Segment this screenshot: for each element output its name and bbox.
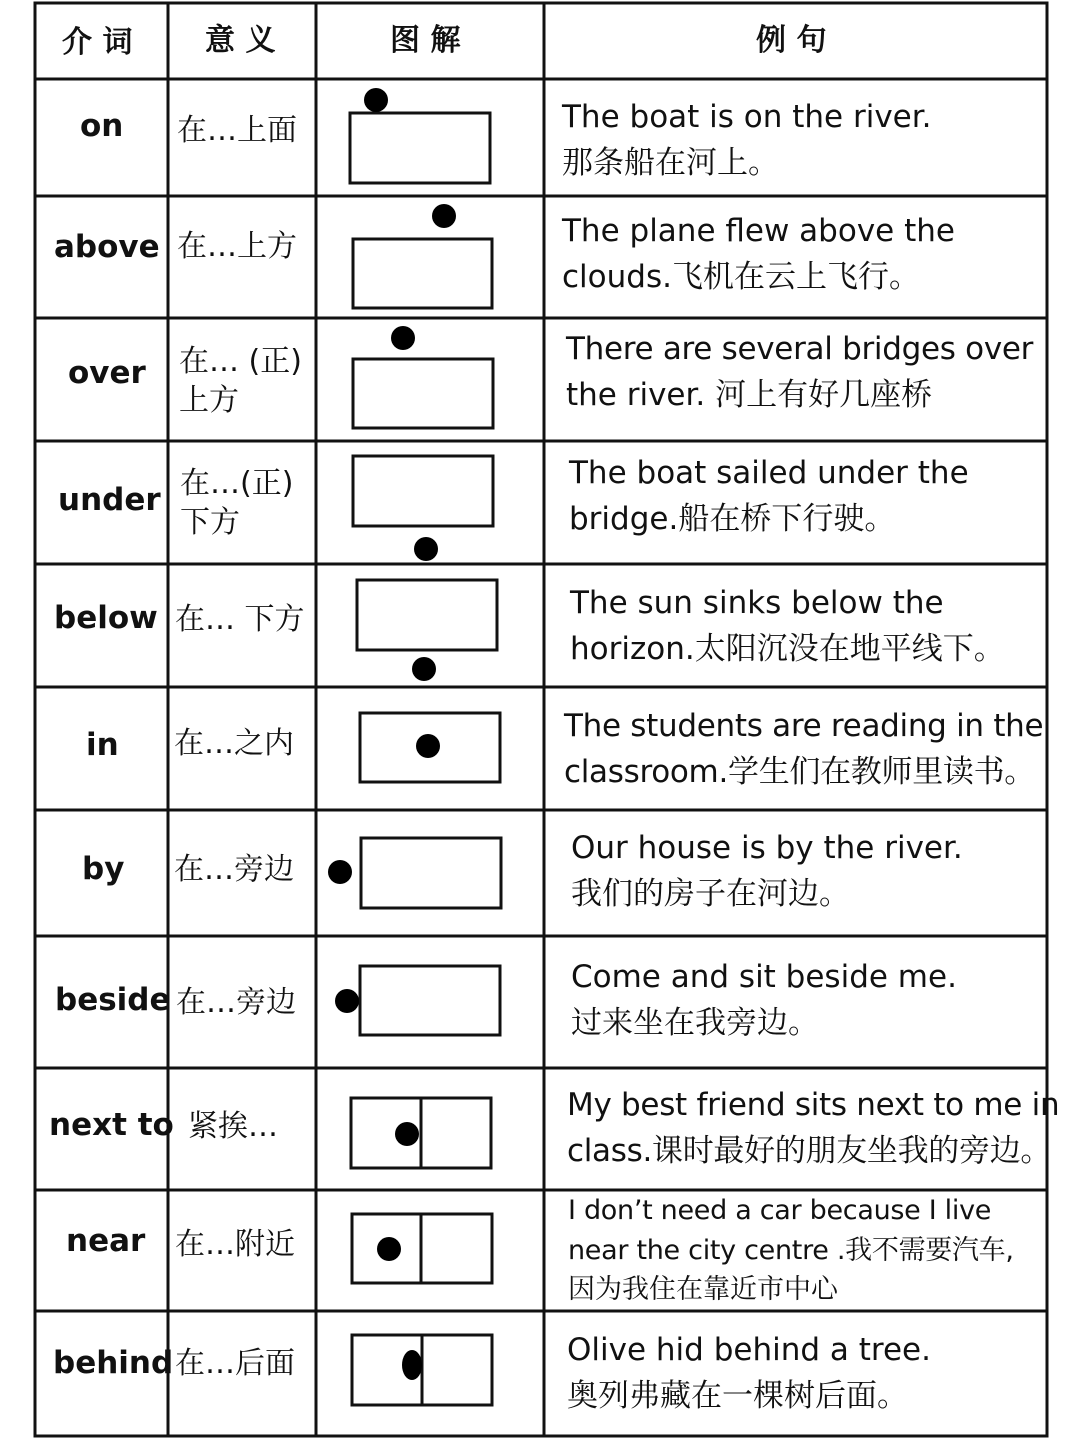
example-over-zh: the river. 河上有好几座桥 [566, 377, 933, 413]
diagram-dot-on [364, 88, 388, 112]
preposition-beside: beside [55, 982, 171, 1018]
diagram-box-by [361, 838, 501, 908]
diagram-box-below [357, 580, 497, 650]
header-example: 例 句 [756, 23, 827, 58]
diagram-dot-under [414, 537, 438, 561]
example-near-zh: 因为我住在靠近市中心 [568, 1274, 838, 1305]
meaning-below: 在… 下方 [175, 602, 305, 637]
example-below-en: The sun sinks below the [570, 585, 944, 621]
preposition-above: above [54, 229, 160, 265]
preposition-near: near [66, 1223, 146, 1259]
meaning-under-line2: 下方 [180, 505, 240, 540]
meaning-over-line2: 上方 [179, 383, 239, 418]
preposition-over: over [68, 355, 146, 391]
meaning-on: 在…上面 [177, 113, 297, 148]
header-meaning: 意 义 [205, 23, 276, 58]
diagram-dot-near [377, 1237, 401, 1261]
diagram-dot-next-to [395, 1122, 419, 1146]
preposition-on: on [80, 108, 124, 144]
diagram-dot-behind [402, 1350, 422, 1380]
meaning-behind: 在…后面 [175, 1346, 295, 1381]
example-above-zh: clouds.飞机在云上飞行。 [562, 259, 920, 295]
meaning-beside: 在…旁边 [176, 985, 296, 1020]
example-behind-zh: 奥列弗藏在一棵树后面。 [567, 1378, 908, 1414]
example-by-zh: 我们的房子在河边。 [571, 876, 850, 912]
diagram-dot-above [432, 204, 456, 228]
preposition-under: under [58, 482, 161, 518]
example-by-en: Our house is by the river. [571, 830, 963, 866]
example-under-zh: bridge.船在桥下行驶。 [569, 501, 896, 537]
meaning-next-to: 紧挨… [188, 1109, 278, 1144]
preposition-in: in [86, 727, 119, 763]
diagram-box-under [353, 456, 493, 526]
preposition-by: by [82, 851, 125, 887]
diagram-box-beside [360, 966, 500, 1035]
preposition-behind: behind [53, 1345, 174, 1381]
example-above-en: The plane flew above the [562, 213, 955, 249]
diagram-dot-in [416, 734, 440, 758]
example-behind-en: Olive hid behind a tree. [567, 1332, 931, 1368]
example-on-zh: 那条船在河上。 [562, 145, 779, 181]
meaning-over-line1: 在… (正) [179, 344, 302, 379]
diagram-dot-beside [335, 989, 359, 1013]
example-next-to-zh: class.课时最好的朋友坐我的旁边。 [567, 1133, 1052, 1169]
example-beside-en: Come and sit beside me. [571, 959, 957, 995]
example-next-to-en: My best friend sits next to me in [567, 1087, 1060, 1123]
diagram-box-above [353, 239, 492, 308]
example-on-en: The boat is on the river. [562, 99, 932, 135]
diagram-box-over [353, 359, 493, 428]
example-in-en: The students are reading in the [564, 708, 1044, 744]
example-beside-zh: 过来坐在我旁边。 [571, 1005, 819, 1041]
header-preposition: 介 词 [62, 25, 133, 60]
meaning-under-line1: 在…(正) [180, 466, 294, 501]
example-in-zh: classroom.学生们在教师里读书。 [564, 754, 1036, 790]
diagram-dot-over [391, 326, 415, 350]
meaning-near: 在…附近 [175, 1227, 295, 1262]
diagram-dot-by [328, 860, 352, 884]
meaning-by: 在…旁边 [174, 852, 294, 887]
example-near-en-line2: near the city centre .我不需要汽车, [568, 1235, 1014, 1266]
example-under-en: The boat sailed under the [569, 455, 969, 491]
meaning-above: 在…上方 [177, 229, 297, 264]
preposition-next-to: next to [49, 1107, 174, 1143]
example-below-zh: horizon.太阳沉没在地平线下。 [570, 631, 1005, 667]
example-over-en: There are several bridges over [566, 331, 1034, 367]
meaning-in: 在…之内 [174, 726, 294, 761]
example-near-en-line1: I don’t need a car because I live [568, 1195, 992, 1226]
header-diagram: 图 解 [390, 23, 461, 58]
preposition-below: below [54, 600, 158, 636]
diagram-dot-below [412, 657, 436, 681]
diagram-box-on [350, 113, 490, 183]
